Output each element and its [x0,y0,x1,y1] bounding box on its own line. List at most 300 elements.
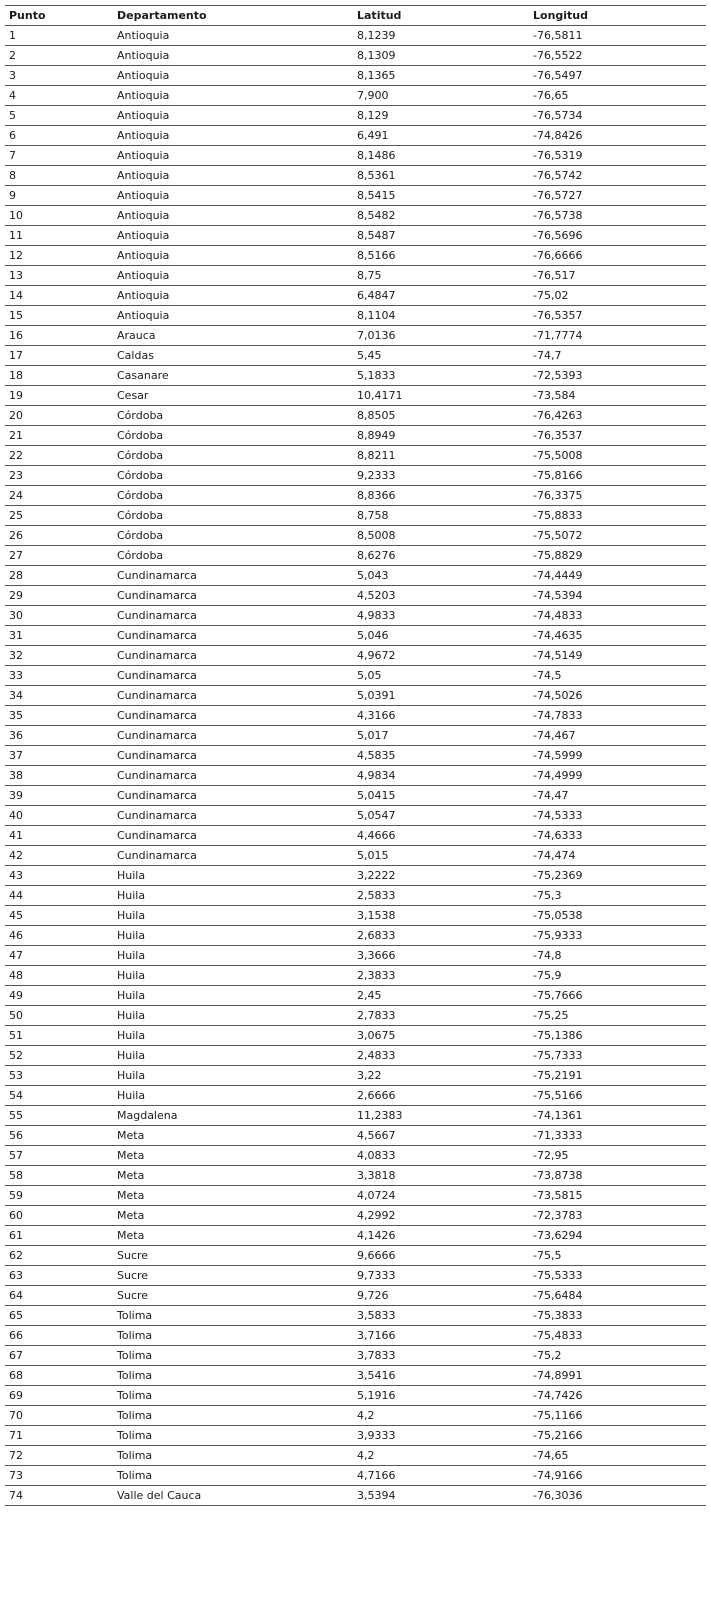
cell-longitud: -74,65 [529,1446,706,1466]
cell-punto: 67 [5,1346,113,1366]
cell-longitud: -76,5696 [529,226,706,246]
cell-punto: 50 [5,1006,113,1026]
cell-longitud: -75,8166 [529,466,706,486]
cell-latitud: 5,45 [353,346,529,366]
cell-departamento: Cundinamarca [113,766,353,786]
cell-punto: 41 [5,826,113,846]
cell-longitud: -76,3537 [529,426,706,446]
cell-longitud: -76,5522 [529,46,706,66]
table-row [5,626,706,646]
table-row [5,246,706,266]
cell-longitud: -74,8426 [529,126,706,146]
cell-latitud: 8,75 [353,266,529,286]
table-row [5,1126,706,1146]
cell-longitud: -74,4833 [529,606,706,626]
cell-longitud: -74,9166 [529,1466,706,1486]
table-row [5,406,706,426]
cell-longitud: -72,5393 [529,366,706,386]
cell-latitud: 9,7333 [353,1266,529,1286]
cell-departamento: Tolima [113,1406,353,1426]
cell-latitud: 4,5835 [353,746,529,766]
cell-longitud: -75,3833 [529,1306,706,1326]
cell-latitud: 3,5416 [353,1366,529,1386]
cell-latitud: 3,1538 [353,906,529,926]
cell-longitud: -74,467 [529,726,706,746]
cell-longitud: -74,5333 [529,806,706,826]
cell-latitud: 8,5166 [353,246,529,266]
cell-departamento: Antioquia [113,106,353,126]
table-row [5,586,706,606]
cell-latitud: 8,5008 [353,526,529,546]
cell-longitud: -75,3 [529,886,706,906]
table-row [5,506,706,526]
cell-punto: 54 [5,1086,113,1106]
cell-departamento: Córdoba [113,446,353,466]
cell-punto: 46 [5,926,113,946]
cell-punto: 70 [5,1406,113,1426]
cell-departamento: Meta [113,1186,353,1206]
cell-departamento: Córdoba [113,486,353,506]
cell-latitud: 8,8366 [353,486,529,506]
cell-departamento: Antioquia [113,186,353,206]
cell-departamento: Cundinamarca [113,666,353,686]
cell-latitud: 3,7166 [353,1326,529,1346]
cell-latitud: 8,5415 [353,186,529,206]
cell-departamento: Tolima [113,1386,353,1406]
cell-departamento: Cundinamarca [113,706,353,726]
cell-departamento: Tolima [113,1446,353,1466]
cell-latitud: 2,45 [353,986,529,1006]
cell-punto: 64 [5,1286,113,1306]
cell-latitud: 5,046 [353,626,529,646]
cell-latitud: 3,22 [353,1066,529,1086]
cell-longitud: -72,95 [529,1146,706,1166]
cell-latitud: 3,2222 [353,866,529,886]
cell-longitud: -75,7666 [529,986,706,1006]
cell-departamento: Huila [113,1086,353,1106]
cell-punto: 52 [5,1046,113,1066]
cell-latitud: 4,5667 [353,1126,529,1146]
cell-longitud: -76,4263 [529,406,706,426]
cell-latitud: 8,6276 [353,546,529,566]
cell-longitud: -75,1386 [529,1026,706,1046]
cell-departamento: Cundinamarca [113,646,353,666]
cell-latitud: 8,5487 [353,226,529,246]
cell-punto: 37 [5,746,113,766]
table-row [5,726,706,746]
cell-punto: 60 [5,1206,113,1226]
cell-latitud: 9,6666 [353,1246,529,1266]
table-row [5,46,706,66]
cell-punto: 74 [5,1486,113,1506]
cell-departamento: Huila [113,926,353,946]
cell-punto: 53 [5,1066,113,1086]
cell-departamento: Cundinamarca [113,846,353,866]
cell-latitud: 3,5394 [353,1486,529,1506]
cell-longitud: -73,5815 [529,1186,706,1206]
cell-latitud: 4,2 [353,1406,529,1426]
table-row [5,1486,706,1506]
cell-longitud: -74,7426 [529,1386,706,1406]
table-row [5,986,706,1006]
cell-longitud: -74,7 [529,346,706,366]
cell-punto: 24 [5,486,113,506]
table-row [5,1366,706,1386]
table-row [5,1466,706,1486]
cell-latitud: 8,1239 [353,26,529,46]
cell-latitud: 5,1916 [353,1386,529,1406]
cell-latitud: 5,015 [353,846,529,866]
table-row [5,26,706,46]
cell-longitud: -75,5 [529,1246,706,1266]
table-row [5,86,706,106]
cell-departamento: Magdalena [113,1106,353,1126]
cell-departamento: Antioquia [113,206,353,226]
table-row [5,946,706,966]
table-row [5,446,706,466]
cell-longitud: -74,8 [529,946,706,966]
table-row [5,746,706,766]
cell-punto: 34 [5,686,113,706]
table-row [5,606,706,626]
cell-departamento: Huila [113,1026,353,1046]
table-row [5,126,706,146]
table-row [5,146,706,166]
cell-latitud: 7,900 [353,86,529,106]
cell-punto: 39 [5,786,113,806]
table-body [5,26,706,1506]
table-row [5,1006,706,1026]
cell-latitud: 5,0547 [353,806,529,826]
cell-latitud: 4,0833 [353,1146,529,1166]
cell-departamento: Antioquia [113,246,353,266]
cell-longitud: -76,5811 [529,26,706,46]
cell-departamento: Cundinamarca [113,806,353,826]
cell-longitud: -76,3375 [529,486,706,506]
cell-latitud: 4,7166 [353,1466,529,1486]
cell-departamento: Antioquia [113,146,353,166]
cell-punto: 51 [5,1026,113,1046]
cell-longitud: -74,4999 [529,766,706,786]
cell-latitud: 9,2333 [353,466,529,486]
header-punto: Punto [5,6,113,26]
cell-longitud: -74,5394 [529,586,706,606]
cell-departamento: Antioquia [113,166,353,186]
cell-longitud: -76,3036 [529,1486,706,1506]
cell-longitud: -75,4833 [529,1326,706,1346]
cell-latitud: 8,129 [353,106,529,126]
cell-departamento: Meta [113,1206,353,1226]
cell-punto: 35 [5,706,113,726]
cell-latitud: 4,2992 [353,1206,529,1226]
cell-departamento: Antioquia [113,46,353,66]
cell-longitud: -75,6484 [529,1286,706,1306]
table-row [5,466,706,486]
cell-punto: 72 [5,1446,113,1466]
cell-longitud: -75,2166 [529,1426,706,1446]
cell-punto: 45 [5,906,113,926]
cell-latitud: 5,017 [353,726,529,746]
table-row [5,1266,706,1286]
cell-punto: 20 [5,406,113,426]
cell-latitud: 4,9672 [353,646,529,666]
table-row [5,326,706,346]
cell-latitud: 5,05 [353,666,529,686]
cell-departamento: Cesar [113,386,353,406]
cell-departamento: Tolima [113,1326,353,1346]
cell-punto: 2 [5,46,113,66]
cell-departamento: Meta [113,1126,353,1146]
cell-latitud: 8,1309 [353,46,529,66]
cell-punto: 42 [5,846,113,866]
table-row [5,966,706,986]
table-row [5,106,706,126]
cell-latitud: 3,5833 [353,1306,529,1326]
cell-punto: 9 [5,186,113,206]
cell-departamento: Caldas [113,346,353,366]
cell-latitud: 5,0391 [353,686,529,706]
cell-latitud: 4,2 [353,1446,529,1466]
cell-longitud: -75,5072 [529,526,706,546]
cell-departamento: Meta [113,1146,353,1166]
cell-departamento: Huila [113,946,353,966]
table-row [5,346,706,366]
cell-punto: 7 [5,146,113,166]
cell-longitud: -76,5319 [529,146,706,166]
cell-latitud: 2,6666 [353,1086,529,1106]
cell-departamento: Córdoba [113,426,353,446]
cell-latitud: 9,726 [353,1286,529,1306]
table-row [5,166,706,186]
cell-punto: 18 [5,366,113,386]
cell-longitud: -71,7774 [529,326,706,346]
table-row [5,1106,706,1126]
cell-longitud: -75,2191 [529,1066,706,1086]
cell-punto: 68 [5,1366,113,1386]
cell-latitud: 8,1365 [353,66,529,86]
cell-punto: 6 [5,126,113,146]
cell-departamento: Huila [113,986,353,1006]
cell-latitud: 4,4666 [353,826,529,846]
cell-departamento: Antioquia [113,266,353,286]
cell-departamento: Cundinamarca [113,606,353,626]
table-row [5,1046,706,1066]
cell-punto: 19 [5,386,113,406]
cell-latitud: 6,491 [353,126,529,146]
table-row [5,1186,706,1206]
cell-punto: 13 [5,266,113,286]
cell-latitud: 8,1104 [353,306,529,326]
cell-punto: 43 [5,866,113,886]
cell-latitud: 2,7833 [353,1006,529,1026]
table-row [5,306,706,326]
cell-departamento: Huila [113,866,353,886]
cell-latitud: 5,1833 [353,366,529,386]
cell-departamento: Antioquia [113,66,353,86]
cell-longitud: -75,0538 [529,906,706,926]
cell-departamento: Cundinamarca [113,686,353,706]
cell-punto: 21 [5,426,113,446]
cell-punto: 36 [5,726,113,746]
cell-latitud: 3,9333 [353,1426,529,1446]
cell-punto: 40 [5,806,113,826]
cell-longitud: -76,5738 [529,206,706,226]
cell-punto: 44 [5,886,113,906]
cell-latitud: 2,6833 [353,926,529,946]
cell-longitud: -76,5742 [529,166,706,186]
table-row [5,426,706,446]
cell-departamento: Cundinamarca [113,586,353,606]
cell-departamento: Tolima [113,1306,353,1326]
table-row [5,906,706,926]
cell-departamento: Antioquia [113,306,353,326]
cell-departamento: Cundinamarca [113,626,353,646]
cell-longitud: -74,5149 [529,646,706,666]
cell-punto: 61 [5,1226,113,1246]
cell-longitud: -73,6294 [529,1226,706,1246]
cell-punto: 22 [5,446,113,466]
cell-departamento: Córdoba [113,506,353,526]
cell-departamento: Cundinamarca [113,726,353,746]
cell-punto: 71 [5,1426,113,1446]
table-row [5,1226,706,1246]
cell-latitud: 5,043 [353,566,529,586]
header-latitud: Latitud [353,6,529,26]
cell-longitud: -74,1361 [529,1106,706,1126]
table-row [5,1286,706,1306]
cell-latitud: 8,758 [353,506,529,526]
cell-departamento: Tolima [113,1426,353,1446]
cell-longitud: -73,584 [529,386,706,406]
cell-latitud: 8,8211 [353,446,529,466]
cell-punto: 69 [5,1386,113,1406]
cell-punto: 10 [5,206,113,226]
cell-latitud: 2,3833 [353,966,529,986]
cell-punto: 49 [5,986,113,1006]
cell-punto: 8 [5,166,113,186]
cell-longitud: -76,65 [529,86,706,106]
coordinates-table [5,5,706,1506]
cell-latitud: 3,3818 [353,1166,529,1186]
cell-longitud: -75,8829 [529,546,706,566]
cell-departamento: Cundinamarca [113,786,353,806]
cell-longitud: -75,1166 [529,1406,706,1426]
cell-punto: 66 [5,1326,113,1346]
table-row [5,866,706,886]
cell-departamento: Tolima [113,1366,353,1386]
cell-latitud: 4,9833 [353,606,529,626]
cell-latitud: 8,5482 [353,206,529,226]
cell-longitud: -75,5166 [529,1086,706,1106]
table-row [5,1306,706,1326]
cell-longitud: -74,7833 [529,706,706,726]
cell-departamento: Sucre [113,1286,353,1306]
table-row [5,66,706,86]
cell-departamento: Córdoba [113,406,353,426]
table-row [5,786,706,806]
cell-longitud: -75,5333 [529,1266,706,1286]
cell-punto: 63 [5,1266,113,1286]
cell-punto: 3 [5,66,113,86]
cell-longitud: -76,5497 [529,66,706,86]
cell-longitud: -75,2369 [529,866,706,886]
cell-departamento: Huila [113,886,353,906]
table-row [5,366,706,386]
cell-departamento: Huila [113,1046,353,1066]
cell-latitud: 11,2383 [353,1106,529,1126]
cell-punto: 28 [5,566,113,586]
table-row [5,486,706,506]
cell-latitud: 4,5203 [353,586,529,606]
table-row [5,826,706,846]
cell-punto: 4 [5,86,113,106]
cell-punto: 14 [5,286,113,306]
cell-longitud: -75,02 [529,286,706,306]
table-row [5,766,706,786]
cell-departamento: Tolima [113,1466,353,1486]
cell-punto: 32 [5,646,113,666]
cell-longitud: -76,5734 [529,106,706,126]
cell-latitud: 3,0675 [353,1026,529,1046]
cell-longitud: -74,47 [529,786,706,806]
cell-punto: 12 [5,246,113,266]
cell-latitud: 3,3666 [353,946,529,966]
cell-punto: 38 [5,766,113,786]
table-row [5,666,706,686]
cell-punto: 15 [5,306,113,326]
cell-departamento: Sucre [113,1266,353,1286]
cell-punto: 23 [5,466,113,486]
cell-punto: 56 [5,1126,113,1146]
cell-longitud: -76,5357 [529,306,706,326]
cell-latitud: 3,7833 [353,1346,529,1366]
cell-departamento: Cundinamarca [113,826,353,846]
table-row [5,926,706,946]
cell-departamento: Arauca [113,326,353,346]
cell-latitud: 4,0724 [353,1186,529,1206]
cell-punto: 65 [5,1306,113,1326]
cell-longitud: -72,3783 [529,1206,706,1226]
cell-longitud: -75,5008 [529,446,706,466]
table-row [5,1326,706,1346]
cell-longitud: -74,474 [529,846,706,866]
table-row [5,806,706,826]
cell-departamento: Casanare [113,366,353,386]
cell-departamento: Meta [113,1226,353,1246]
table-row [5,706,706,726]
cell-latitud: 4,1426 [353,1226,529,1246]
table-row [5,1146,706,1166]
cell-latitud: 6,4847 [353,286,529,306]
cell-longitud: -74,4635 [529,626,706,646]
cell-longitud: -75,2 [529,1346,706,1366]
cell-longitud: -74,5 [529,666,706,686]
cell-departamento: Córdoba [113,526,353,546]
cell-longitud: -71,3333 [529,1126,706,1146]
cell-punto: 26 [5,526,113,546]
cell-longitud: -73,8738 [529,1166,706,1186]
cell-punto: 1 [5,26,113,46]
table-row [5,886,706,906]
cell-punto: 27 [5,546,113,566]
cell-departamento: Valle del Cauca [113,1486,353,1506]
cell-latitud: 2,4833 [353,1046,529,1066]
cell-punto: 58 [5,1166,113,1186]
table-row [5,566,706,586]
table-row [5,1086,706,1106]
cell-latitud: 5,0415 [353,786,529,806]
table-row [5,546,706,566]
